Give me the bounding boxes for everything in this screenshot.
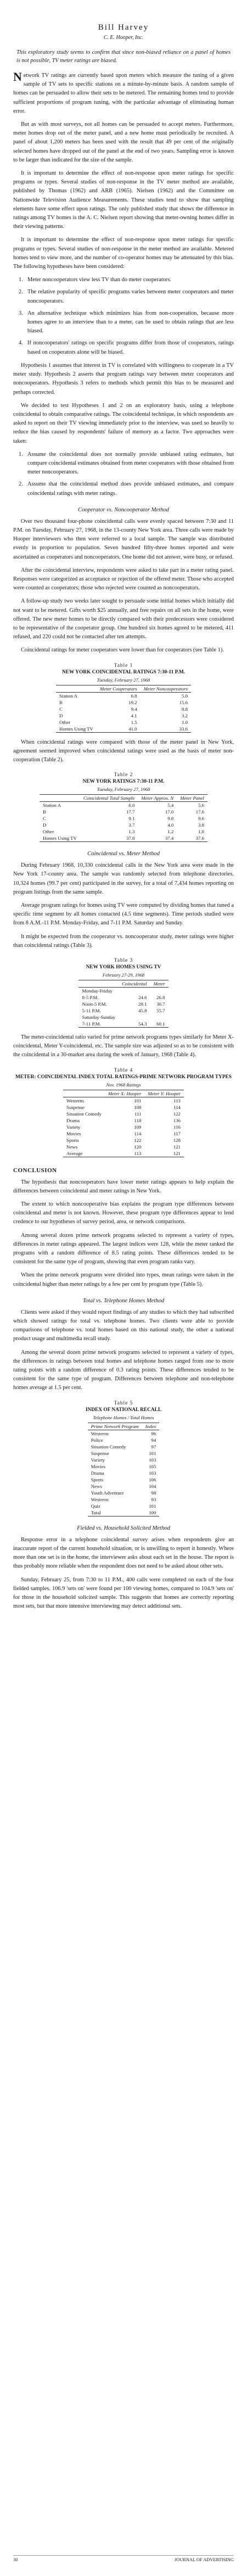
table-cell: 60.1 — [150, 1021, 169, 1028]
table-cell: Movies — [91, 1463, 106, 1469]
table-cell: 45.8 — [138, 1008, 147, 1014]
table-cell: B — [42, 809, 46, 815]
table-cell — [119, 1014, 150, 1021]
table-cell: 37.4 — [138, 835, 177, 842]
table-cell: Saturday-Sunday — [82, 1014, 116, 1021]
body-paragraph: Average program ratings for homes using TV were computed by dividing homes that tuned a specific time segment by all homes contacted (4.5 time segments). Time periods studied were from 8 A.M.-11 P.M. Monday-Friday, and 7-11 P.M. Saturday and Sunday. — [13, 902, 234, 927]
table-cell: Station A — [42, 802, 61, 809]
table-cell: 19.2 — [128, 699, 137, 705]
table-row — [88, 1450, 160, 1457]
table-row — [56, 706, 191, 712]
table-cell: Drama — [66, 1117, 80, 1123]
table-cell: Station A — [59, 693, 77, 699]
table-row — [63, 1130, 184, 1137]
table-row — [88, 1503, 160, 1509]
table-cell — [150, 988, 169, 995]
body-paragraph: Sunday, February 25, from 7:30 to 11 P.M., 400 calls were completed on each of the four fielded samples. 106.9 'sets on' were found per 100 viewing homes, compared to 104.9 'sets on' for those in the household solicited sample. This suggests that homes are correctly reporting most sets, but that more intensive interviewing may detect additional sets. — [13, 1576, 234, 1610]
table-cell: 120 — [134, 1144, 142, 1150]
table-header-cell: Meter Panel — [177, 795, 207, 802]
body-paragraph: Clients were asked if they would report findings of any studies to which they had subscribed which showed ratings for total vs. telephone homes. Two clients were able to provide comparisons of telephone vs. total homes based on this national study, the other a national product usage and multimedia recall study. — [13, 1309, 234, 1342]
body-paragraph: After the coincidental interview, respondents were asked to take part in a meter rating panel. Responses were categorized as acceptance or rejection of the offered meter. Those who accepted were counted as cooperators; those who rejected were counted as noncooperators. — [13, 567, 234, 592]
table-header-cell: Meter Y: Hooper — [144, 1090, 184, 1097]
abstract: This exploratory study seems to confirm that since non-biased reliance on a panel of homes is not possible, TV meter ratings are biased. — [16, 49, 231, 64]
table-cell: 6.8 — [131, 693, 137, 699]
table-cell: News — [91, 1483, 102, 1489]
table-row — [78, 994, 168, 1001]
table-cell: 7-11 P.M. — [78, 1021, 119, 1028]
hypothesis-note: Hypothesis 1 assumes that interest in TV is correlated with willingness to cooperate in a TV meter study. Hypothesis 2 asserts that program ratings vary between meter cooperators and noncooperators. Hypothesis 3 refers to methods which permit this bias to be measured and perhaps corrected. — [13, 362, 234, 395]
body-paragraph: When the prime network programs were divided into types, mean ratings were taken in the coincidental higher than meter ratings by a few per cent by program type (Table 5). — [13, 1272, 234, 1287]
table-cell: Variety — [91, 1457, 105, 1463]
table-cell: 101 — [149, 1503, 156, 1509]
table-subtitle: February 27-29, 1968 — [102, 972, 145, 978]
table-cell: 37.8 — [80, 835, 138, 842]
table-3 — [13, 958, 234, 1028]
hypotheses-list — [13, 276, 234, 357]
table-subtitle: Tuesday, February 27, 1968 — [97, 787, 150, 793]
table-row — [78, 1014, 168, 1021]
table-cell: Variety — [66, 1124, 81, 1130]
table-subtitle: Nov. 1968 Ratings — [106, 1081, 141, 1088]
table-subtitle: Telephone Homes / Total Homes — [93, 1414, 154, 1420]
table-cell: 103 — [149, 1470, 156, 1476]
table-cell: 4.1 — [131, 712, 137, 718]
intro-paragraph: It is important to determine the effect of non-response upon meter ratings for specific programs or types. Several studies of non-response in the meter method are available. Metered homes tend to view more, and the number of co-operator homes may be attenuated by this bias. The following hypotheses have been considered: — [13, 237, 234, 270]
table-cell: 116 — [173, 1124, 181, 1130]
table-row — [88, 1457, 160, 1463]
approach-item: 2. Assume that the coincidental method does provide unbiased estimates, and compare coincidental ratings with meter ratings. — [19, 481, 234, 497]
table-cell: 1.3 — [128, 829, 135, 835]
table-cell: 98 — [151, 1490, 156, 1496]
table-row — [40, 809, 207, 815]
hypothesis-item: 3. An alternative technique which minimizes bias from non-cooperation, because more homes agree to an interview than to a meter, can be used to obtain ratings that are less biased. — [19, 310, 234, 334]
author-affiliation: C. E. Hooper, Inc. — [103, 35, 144, 41]
table-row — [88, 1430, 160, 1437]
table-title: NEW YORK HOMES USING TV — [86, 964, 161, 971]
table-row — [88, 1437, 160, 1443]
table-row — [63, 1097, 184, 1104]
table-row — [40, 822, 207, 828]
table-cell: 54.3 — [119, 1021, 150, 1028]
table-cell: 41.0 — [97, 726, 141, 733]
table-row — [40, 815, 207, 822]
section-heading: Coincidental vs. Meter Method — [87, 851, 160, 857]
table-header-cell: Meter — [150, 980, 169, 988]
body-paragraph: Coincidental ratings for meter cooperators were lower than for cooperators (see Table 1). — [21, 647, 224, 654]
table-cell: D — [42, 822, 47, 828]
table-cell: 5.0 — [181, 693, 188, 699]
table-cell: Youth Adventure — [91, 1490, 124, 1496]
table-label: Table 1 — [114, 662, 133, 668]
table-cell: 37.6 — [177, 835, 207, 842]
table-cell: 114 — [173, 1104, 181, 1110]
table-cell: 3.2 — [181, 712, 188, 718]
table-title: INDEX OF NATIONAL RECALL — [85, 1407, 162, 1413]
table-cell: 121 — [173, 1144, 181, 1150]
table-cell: Sports — [91, 1476, 104, 1482]
table-cell: 93 — [151, 1496, 156, 1502]
table-header-cell — [78, 980, 119, 988]
table-cell: 117 — [173, 1130, 181, 1136]
table-cell: Sports — [66, 1137, 79, 1143]
table-cell: D — [59, 712, 63, 718]
table-cell: Westerns — [66, 1097, 85, 1103]
table-cell: 8.8 — [181, 706, 188, 712]
table-cell: 26.8 — [156, 995, 165, 1001]
table-row — [56, 712, 191, 719]
table-subtitle: Tuesday, February 27, 1968 — [97, 677, 150, 683]
table-header-cell: Prime Network Program — [88, 1423, 142, 1430]
data-table — [56, 685, 191, 733]
table-row — [56, 719, 191, 726]
table-cell: 121 — [144, 1150, 184, 1157]
table-2 — [13, 772, 234, 842]
table-cell: 4.0 — [167, 822, 174, 828]
table-row — [63, 1150, 184, 1157]
table-cell: 8-5 P.M. — [82, 995, 99, 1001]
table-cell: 1.5 — [131, 719, 137, 725]
hypothesis-item: 1. Meter noncooperators view less TV than do meter cooperators. — [19, 277, 171, 283]
table-row — [78, 988, 168, 995]
data-table — [40, 794, 207, 842]
intro-paragraph: Network TV ratings are currently based upon meters which measure the tuning of a given sample of TV sets to specific stations on a minute-by-minute basis. A random sample of homes can be persuaded to allow their sets to be metered. The remaining homes tend to provide sufficient proportions of program tuning, with the particular advantage of eliminating human error. — [13, 70, 234, 114]
table-cell: Drama — [91, 1470, 104, 1476]
table-cell: Noon-5 P.M. — [82, 1001, 107, 1007]
table-title: NEW YORK RATINGS 7:30-11 P.M. — [82, 779, 165, 785]
table-cell: Situation Comedy — [91, 1443, 126, 1449]
table-cell: 105 — [149, 1463, 156, 1469]
intro-paragraph: But as with most surveys, not all homes can be persuaded to accept meters. Furthermore, meter homes drop out of the meter panel, and a new home must periodically be recruited. A panel of about 1,200 meters has been used with the result that 49 per cent of the originally selected homes have dropped out of the panel at the end of two years. Sampling error is known to be larger than indicated for the size of the sample. — [13, 121, 234, 163]
table-cell: 136 — [173, 1117, 181, 1123]
table-header-cell: Coincidental Total Sample — [80, 795, 138, 802]
section-heading: Cooperator vs. Noncooperator Method — [78, 506, 169, 513]
table-cell: 5-11 P.M. — [82, 1008, 101, 1014]
table-cell — [150, 1014, 169, 1021]
table-cell: 9.6 — [198, 816, 205, 822]
table-5 — [13, 1401, 234, 1516]
table-title: NEW YORK COINCIDENTAL RATINGS 7:30-11 P.M. — [61, 669, 186, 675]
data-table — [78, 980, 168, 1028]
table-row — [56, 699, 191, 706]
body-paragraph: During February 1968, 10,330 coincidental calls in the New York area were made in the New York 17-county area. The sample was randomly selected from telephone directories. 10,324 homes (99.7 per cent) participated in the survey, for a total of 7,434 homes reporting on program listings from the same sample. — [13, 862, 234, 895]
table-cell: 94 — [151, 1437, 156, 1443]
table-cell: 122 — [134, 1137, 142, 1143]
table-row — [63, 1124, 184, 1130]
table-row — [78, 1001, 168, 1007]
table-cell: 9.4 — [131, 706, 137, 712]
table-cell: 6.0 — [128, 802, 135, 809]
table-cell: 3.7 — [128, 822, 135, 828]
table-cell: 101 — [149, 1450, 156, 1456]
table-cell: News — [66, 1144, 78, 1150]
table-cell: Police — [91, 1437, 103, 1443]
table-cell: Other — [59, 719, 71, 725]
body-paragraph: The hypothesis that noncooperators have lower meter ratings appears to help explain the differences between coincidental and meter ratings in New York. — [13, 1179, 234, 1194]
table-cell: 109 — [134, 1124, 142, 1130]
table-cell: 108 — [134, 1104, 142, 1110]
table-cell: 111 — [134, 1111, 142, 1117]
table-cell: Total — [88, 1509, 142, 1516]
table-cell: Homes Using TV — [56, 726, 97, 733]
table-row — [63, 1137, 184, 1144]
table-cell: Other — [42, 829, 54, 835]
table-label: Table 2 — [114, 772, 133, 778]
table-cell: 55.7 — [156, 1008, 165, 1014]
table-cell: 1.0 — [198, 829, 205, 835]
table-row — [63, 1144, 184, 1150]
body-paragraph: The extent to which noncooperative bias explains the program type differences between coincidental and meter is not known. However, these program type differences appear to lend credence to our hypotheses of survey period, area, or network comparisons. — [13, 1201, 234, 1225]
table-row — [56, 692, 191, 699]
author-name: Bill Harvey — [98, 23, 149, 32]
table-cell: 101 — [134, 1097, 142, 1103]
table-cell: 103 — [149, 1457, 156, 1463]
table-row — [88, 1490, 160, 1496]
table-cell: 128 — [173, 1137, 181, 1143]
body-paragraph: Among several dozen prime network programs selected to represent a variety of types, differences in meter ratings appeared. The largest indices were 128, while the meter ranked the programs with a random difference of 8.5 rating points. These differences tended to be consistent for the same type of program, showing that even program ranks vary. — [13, 1232, 234, 1265]
section-heading: CONCLUSION — [13, 1167, 57, 1174]
table-cell: Westerns — [91, 1430, 109, 1436]
table-title: METER: COINCIDENTAL INDEX TOTAL RATINGS-PRIME NETWORK PROGRAM TYPES — [15, 1074, 232, 1080]
table-cell: 17.0 — [165, 809, 174, 815]
table-cell: 24.6 — [138, 995, 147, 1001]
table-cell: Movies — [66, 1130, 81, 1136]
table-cell: 9.8 — [167, 816, 174, 822]
table-cell: 104 — [149, 1483, 156, 1489]
section-heading: Total vs. Telephone Homes Method — [82, 1297, 165, 1304]
table-cell: 5.6 — [198, 802, 205, 809]
table-cell: 15.6 — [179, 699, 188, 705]
table-cell: 97 — [151, 1443, 156, 1449]
body-paragraph: A follow-up study two weeks later sought to persuade some initial homes which initially did not want to be metered. Gifts worth $25 annually, and free repairs on all sets in the home, were offered. The new meter homes to be directly compared with their predecessors were considered to be representative of the cooperator group. One hundred six homes agreed to be metered, 411 refused, and 220 could not be contacted after ten attempts. — [13, 598, 234, 640]
section-heading: Fielded vs. Household Solicited Method — [77, 1525, 170, 1531]
table-row — [40, 802, 207, 809]
table-row — [40, 828, 207, 835]
table-cell: 17.7 — [126, 809, 135, 815]
table-cell: 100 — [142, 1509, 160, 1516]
table-cell: Homes Using TV — [40, 835, 80, 842]
table-cell: 33.6 — [141, 726, 191, 733]
hypothesis-item: 4. If noncooperators' ratings on specific programs differ from those of cooperators, ratings based on cooperators alone will be biased. — [19, 340, 234, 355]
table-header-cell: Meter Cooperators — [97, 685, 141, 692]
body-paragraph: When coincidental ratings were compared with those of the meter panel in New York, agreement seemed improved when coincidental ratings were used as the basis of meter non-cooperation (Table 2). — [13, 739, 234, 763]
journal-name: JOURNAL OF ADVERTISING — [174, 2557, 234, 2562]
table-cell: 30.7 — [156, 1001, 165, 1007]
table-row — [88, 1463, 160, 1470]
hypothesis-item: 2. The relative popularity of specific programs varies between meter cooperators and meter noncooperators. — [19, 289, 234, 304]
table-cell: 28.1 — [138, 1001, 147, 1007]
table-row — [88, 1443, 160, 1450]
table-row — [88, 1470, 160, 1476]
table-header-cell — [63, 1090, 105, 1097]
table-cell: 114 — [134, 1130, 142, 1136]
table-cell: C — [59, 706, 63, 712]
table-cell: C — [42, 816, 46, 822]
table-label: Table 5 — [114, 1400, 133, 1406]
table-cell: Quiz — [91, 1503, 100, 1509]
table-row — [63, 1117, 184, 1124]
table-cell: Westerns — [91, 1496, 109, 1502]
approaches-list — [13, 450, 234, 498]
table-cell: 5.4 — [167, 802, 174, 809]
table-cell: 3.8 — [198, 822, 205, 828]
table-4 — [13, 1068, 234, 1157]
table-row — [63, 1111, 184, 1117]
table-cell: 118 — [134, 1117, 142, 1123]
table-row — [63, 1104, 184, 1111]
table-row — [88, 1476, 160, 1483]
intro-paragraph: It is important to determine the effect of non-response upon meter ratings for specific programs or types. Several studies of non-response in the TV meter method are available, published by Thomas (1962) and ARB (1965). Nielsen (1962) and the Committee on Nationwide Television Audience Measurements. These studies tend to show that sampling elements have some effect upon ratings. The only published study that shows the difference in ratings among TV homes is the A. C. Nielsen report showing that meter-owning homes differ in their viewing patterns. — [13, 170, 234, 230]
table-label: Table 4 — [114, 1067, 133, 1073]
body-paragraph: Response error in a telephone coincidental survey arises when respondents give an inaccurate report of the current household situation, or is unwilling to report it honestly. Where more than one set is in the home, the interviewer asks about each set in the house. The report is thus probably more reliable when the respondent does not need to be asked about other sets. — [13, 1536, 234, 1570]
body-paragraph: Over two thousand four-phone coincidental calls were evenly spaced between 7:30 and 11 P.M. on Tuesday, February 27, 1968, in the 13-county New York area. Three calls were made by Hooper interviewers who then were referred to a local sample. The sample was distributed evenly in proportion to population. Seven hundred fifty-three homes reported and were ascertained as cooperators and noncooperators. One home did not answer, were busy, or refused. — [13, 518, 234, 560]
table-header-cell: Meter X: Hooper — [105, 1090, 145, 1097]
table-cell: 1.0 — [181, 719, 188, 725]
approach-item: 1. Assume the coincidental does not normally provide unbiased rating estimates, but compare coincidental estimates obtained from meter cooperators with those obtained from meter noncooperators. — [19, 451, 234, 476]
table-cell — [119, 988, 150, 995]
table-cell: 113 — [173, 1097, 181, 1103]
table-cell: 1.2 — [167, 829, 174, 835]
body-paragraph: Among the several dozen prime network programs selected to represent a variety of types, the differences in ratings between total homes and telephone homes ranged from one to more rating points with a random difference of 0.3 rating points. These differences tended to be consistent for the same type of program. Differences between telephone and non-telephone homes average at 1.5 per cent. — [13, 1349, 234, 1391]
table-cell: 122 — [173, 1111, 181, 1117]
table-header-cell — [56, 685, 97, 692]
table-cell: Suspense — [66, 1104, 85, 1110]
table-row — [88, 1496, 160, 1503]
page-footer — [13, 2555, 234, 2562]
table-1 — [13, 663, 234, 733]
table-row — [40, 835, 207, 842]
table-row — [56, 726, 191, 733]
table-cell: Situation Comedy — [66, 1111, 102, 1117]
table-label: Table 3 — [114, 958, 133, 964]
table-row — [88, 1509, 160, 1516]
table-cell: Monday-Friday — [82, 988, 113, 994]
table-cell: Suspense — [91, 1450, 109, 1456]
table-header-cell: Meter Approx. N — [138, 795, 177, 802]
table-row — [78, 1021, 168, 1028]
body-paragraph: The meter-coincidental ratio varied for prime network programs types similarly for Meter X-coincidental, Meter Y-coincidental, etc. The sample size was adjusted so as to be consistent with the coincidental in a 30-market area during the week of January, 1968 (Table 4). — [13, 1034, 234, 1058]
table-header-cell: Index — [142, 1423, 160, 1430]
table-cell: Average — [63, 1150, 105, 1157]
table-cell: 96 — [151, 1430, 156, 1436]
method-intro: We decided to test Hypotheses 1 and 2 on an exploratory basis, using a telephone coincidental to obtain comparative ratings. The coincidental technique, in which respondents are asked to report on their TV viewing immediately prior to the interview, was used so heavily to reduce the bias caused by respondents' failure of memory as a factor. Two approaches were taken: — [13, 402, 234, 444]
table-cell: 113 — [105, 1150, 145, 1157]
table-row — [88, 1483, 160, 1490]
page-number: 30 — [13, 2557, 18, 2562]
data-table — [88, 1423, 160, 1516]
table-row — [78, 1007, 168, 1014]
table-header-cell: Coincidental — [119, 980, 150, 988]
table-cell: 106 — [149, 1476, 156, 1482]
table-cell: 9.1 — [128, 816, 135, 822]
table-cell: 17.6 — [195, 809, 205, 815]
table-cell: B — [59, 699, 63, 705]
table-header-cell: Meter Noncooperators — [141, 685, 191, 692]
table-header-cell — [40, 795, 80, 802]
data-table — [63, 1090, 184, 1157]
body-paragraph: It might be expected from the cooperator vs. noncooperator study, meter ratings were higher than coincidental ratings (Table 3). — [13, 933, 234, 949]
